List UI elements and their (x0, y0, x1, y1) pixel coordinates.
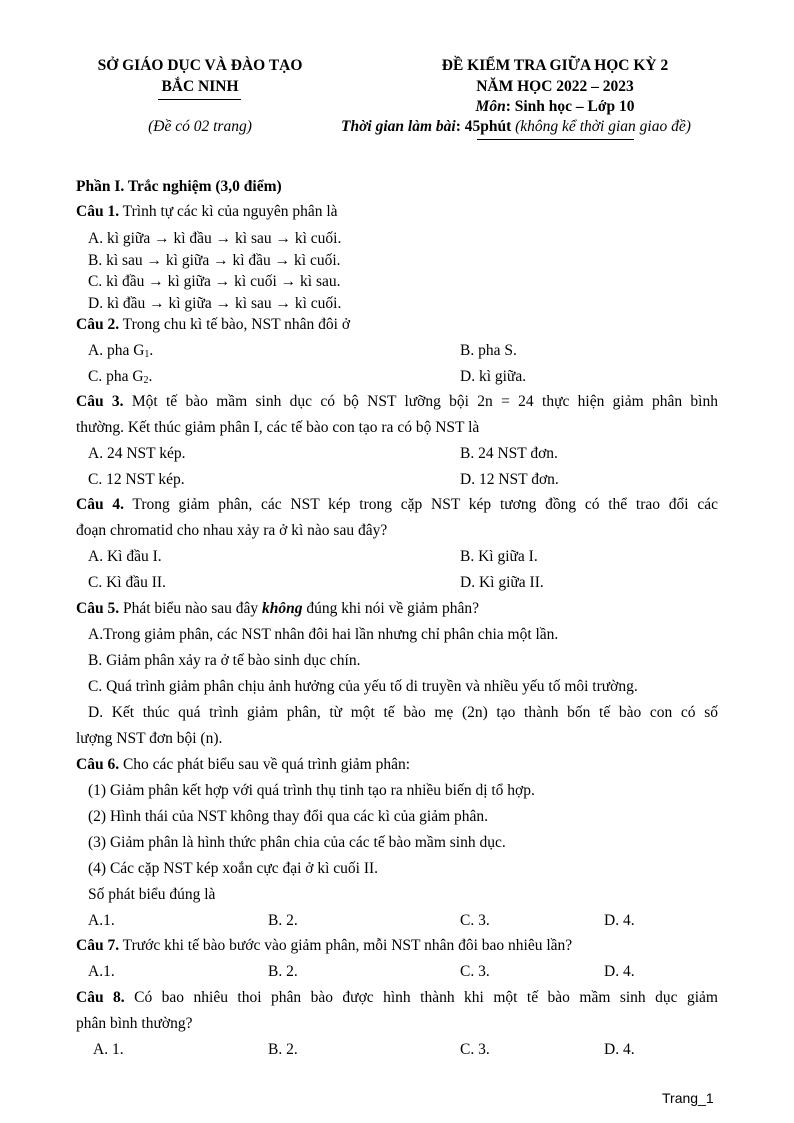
question-number: Câu 6. (76, 756, 120, 773)
question-number: Câu 3. (76, 393, 124, 410)
q3-option-d: D. 12 NST đơn. (460, 471, 559, 488)
q5-option-c: C. Quá trình giảm phân chịu ảnh hưởng của yếu tố di truyền và nhiều yếu tố môi trường. (88, 678, 638, 695)
time-line (341, 118, 691, 136)
q6-option-b: B. 2. (268, 912, 298, 929)
q7-option-a: A.1. (88, 963, 115, 980)
q3-option-a: A. 24 NST kép. (88, 445, 186, 462)
question-number: Câu 1. (76, 203, 120, 220)
q6-option-a: A.1. (88, 912, 115, 929)
q2-option-d: D. kì giữa. (460, 368, 527, 385)
q2-option-c: C. pha $G_2$. (88, 368, 153, 386)
province-name: BẮC NINH (161, 78, 239, 95)
time-colon: : (455, 118, 465, 135)
question-7 (76, 937, 572, 955)
question-3 (76, 393, 718, 411)
question-8 (76, 989, 718, 1007)
q6-statement-1: (1) Giảm phân kết hợp với quá trình thụ tinh tạo ra nhiều biến dị tổ hợp. (88, 782, 535, 799)
question-number: Câu 7. (76, 937, 120, 954)
page-number: Trang_1 (662, 1090, 714, 1106)
q3-option-c: C. 12 NST kép. (88, 471, 185, 488)
question-number: Câu 5. (76, 600, 120, 617)
q8-option-a: A. 1. (93, 1041, 124, 1058)
province-underline (158, 99, 241, 100)
time-underline (477, 139, 634, 140)
question-1 (76, 203, 338, 221)
time-label: Thời gian làm bài (341, 118, 456, 135)
question-text: Trong giảm phân, các NST kép trong cặp NST kép tương đồng có thể trao đổi các (123, 496, 718, 513)
q6-option-d: D. 4. (604, 912, 635, 929)
q7-option-b: B. 2. (268, 963, 298, 980)
question-text: Cho các phát biểu sau về quá trình giảm phân: (119, 756, 411, 773)
subject-line (390, 98, 720, 116)
subject-value: : Sinh học – Lớp 10 (505, 98, 635, 115)
question-2 (76, 316, 350, 334)
question-8-line2: phân bình thường? (76, 1015, 193, 1032)
q8-option-b: B. 2. (268, 1041, 298, 1058)
question-text: Trước khi tế bào bước vào giảm phân, mỗi NST nhân đôi bao nhiêu lần? (119, 937, 573, 954)
question-6 (76, 756, 410, 774)
question-number: Câu 2. (76, 316, 120, 333)
q8-option-d: D. 4. (604, 1041, 635, 1058)
q6-statement-3: (3) Giảm phân là hình thức phân chia của các tế bào mầm sinh dục. (88, 834, 506, 851)
question-text: Có bao nhiêu thoi phân bào được hình thành khi một tế bào mầm sinh dục giảm (124, 989, 718, 1006)
q4-option-a: A. Kì đầu I. (88, 548, 162, 565)
q4-option-c: C. Kì đầu II. (88, 574, 166, 591)
q7-option-d: D. 4. (604, 963, 635, 980)
q2-option-b: B. pha S. (460, 342, 517, 359)
q1-option-a: A. kì giữa → kì đầu → kì sau → kì cuối. (88, 230, 342, 247)
q2-option-a: A. pha $G_1$. (88, 342, 154, 360)
q5-option-d-line2: lượng NST đơn bội (n). (76, 730, 223, 747)
q3-option-b: B. 24 NST đơn. (460, 445, 558, 462)
question-3-line2: thường. Kết thúc giảm phân I, các tế bào con tạo ra có bộ NST là (76, 419, 480, 436)
q6-option-c: C. 3. (460, 912, 490, 929)
q5-option-d: D. Kết thúc quá trình giảm phân, từ một tế bào mẹ (2n) tạo thành bốn tế bào con có số (88, 704, 718, 721)
page-count-note: (Đề có 02 trang) (148, 118, 252, 135)
q1-option-d: D. kì đầu → kì giữa → kì sau → kì cuối. (88, 295, 342, 312)
question-number: Câu 8. (76, 989, 125, 1006)
q5-option-b: B. Giảm phân xảy ra ở tế bào sinh dục chín. (88, 652, 361, 669)
question-number: Câu 4. (76, 496, 124, 513)
q8-option-c: C. 3. (460, 1041, 490, 1058)
question-4 (76, 496, 718, 514)
q1-option-c: C. kì đầu → kì giữa → kì cuối → kì sau. (88, 273, 341, 290)
q1-option-b: B. kì sau → kì giữa → kì đầu → kì cuối. (88, 252, 341, 269)
emphasis-not: không (262, 600, 303, 617)
question-5: Câu 5. Phát biểu nào sau đây không đúng khi nói về giảm phân? (76, 600, 479, 617)
q4-option-d: D. Kì giữa II. (460, 574, 544, 591)
school-year: NĂM HỌC 2022 – 2023 (476, 78, 634, 95)
question-text: Trong chu kì tế bào, NST nhân đôi ở (119, 316, 351, 333)
question-text: Trình tự các kì của nguyên phân là (119, 203, 338, 220)
q6-statement-2: (2) Hình thái của NST không thay đổi qua các kì của giảm phân. (88, 808, 489, 825)
part1-title: Phần I. Trắc nghiệm (3,0 điểm) (76, 178, 282, 195)
question-4-line2: đoạn chromatid cho nhau xảy ra ở kì nào sau đây? (76, 522, 388, 539)
q6-prompt: Số phát biểu đúng là (88, 886, 216, 903)
department-name: SỞ GIÁO DỤC VÀ ĐÀO TẠO (97, 57, 303, 74)
time-value: 45phút (464, 118, 512, 135)
exam-title: ĐỀ KIỂM TRA GIỮA HỌC KỲ 2 (441, 57, 669, 74)
q4-option-b: B. Kì giữa I. (460, 548, 538, 565)
subject-label: Môn (475, 98, 506, 115)
q6-statement-4: (4) Các cặp NST kép xoắn cực đại ở kì cuối II. (88, 860, 379, 877)
time-note: (không kể thời gian giao đề) (511, 118, 691, 135)
q7-option-c: C. 3. (460, 963, 490, 980)
question-text: Một tế bào mầm sinh dục có bộ NST lưỡng bội 2n = 24 thực hiện giảm phân bình (123, 393, 718, 410)
q5-option-a: A.Trong giảm phân, các NST nhân đôi hai lần nhưng chỉ phân chia một lần. (88, 626, 559, 643)
